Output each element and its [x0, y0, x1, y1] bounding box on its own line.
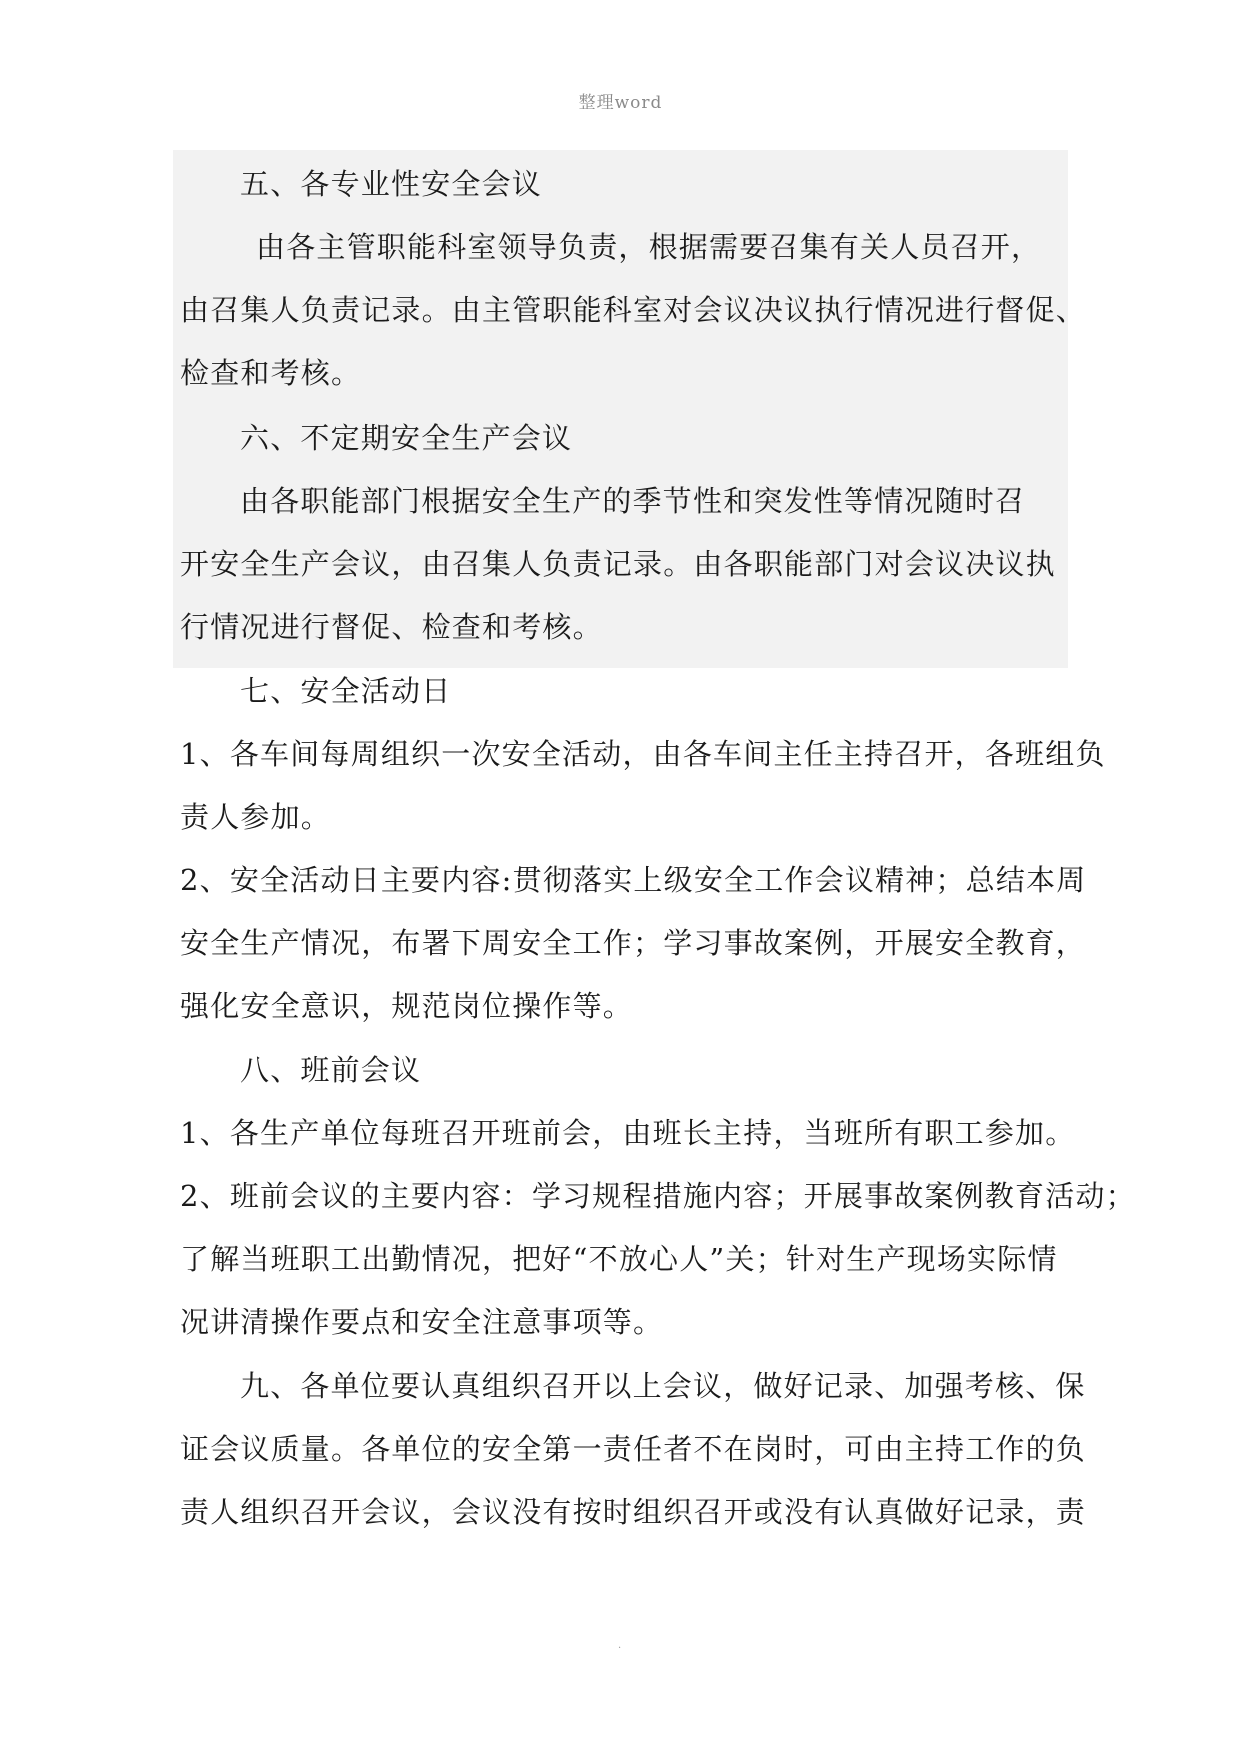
list-item: 1、各生产单位每班召开班前会，由班长主持，当班所有职工参加。	[180, 1116, 1076, 1150]
paragraph-line: 由各职能部门根据安全生产的季节性和突发性等情况随时召	[240, 484, 1026, 518]
section-heading-8: 八、班前会议	[240, 1053, 422, 1087]
section-heading-7: 七、安全活动日	[240, 674, 452, 708]
paragraph-line: 了解当班职工出勤情况，把好“不放心人”关；针对生产现场实际情	[180, 1242, 1058, 1276]
paragraph-line: 况讲清操作要点和安全注意事项等。	[180, 1305, 664, 1339]
list-item: 1、各车间每周组织一次安全活动，由各车间主任主持召开，各班组负	[180, 737, 1106, 771]
list-item: 2、安全活动日主要内容:贯彻落实上级安全工作会议精神；总结本周	[180, 863, 1087, 897]
paragraph-line: 行情况进行督促、检查和考核。	[180, 610, 603, 644]
page-footer-mark: .	[618, 1640, 622, 1651]
section-heading-6: 六、不定期安全生产会议	[240, 421, 573, 455]
paragraph-line: 强化安全意识，规范岗位操作等。	[180, 989, 634, 1023]
paragraph-line: 由各主管职能科室领导负责，根据需要召集有关人员召开，	[256, 230, 1042, 264]
section-heading-5: 五、各专业性安全会议	[240, 167, 543, 201]
page-header: 整理word	[578, 93, 663, 113]
paragraph-line: 证会议质量。各单位的安全第一责任者不在岗时，可由主持工作的负	[180, 1432, 1087, 1466]
list-item: 2、班前会议的主要内容：学习规程措施内容；开展事故案例教育活动；	[180, 1179, 1136, 1213]
paragraph-line: 检查和考核。	[180, 356, 362, 390]
paragraph-line: 安全生产情况，布署下周安全工作；学习事故案例，开展安全教育，	[180, 926, 1087, 960]
paragraph-line: 开安全生产会议，由召集人负责记录。由各职能部门对会议决议执	[180, 547, 1056, 581]
paragraph-line: 责人组织召开会议，会议没有按时组织召开或没有认真做好记录，责	[180, 1495, 1087, 1529]
paragraph-line: 由召集人负责记录。由主管职能科室对会议决议执行情况进行督促、	[180, 293, 1087, 327]
section-heading-9: 九、各单位要认真组织召开以上会议，做好记录、加强考核、保	[240, 1369, 1086, 1403]
paragraph-line: 责人参加。	[180, 800, 332, 834]
